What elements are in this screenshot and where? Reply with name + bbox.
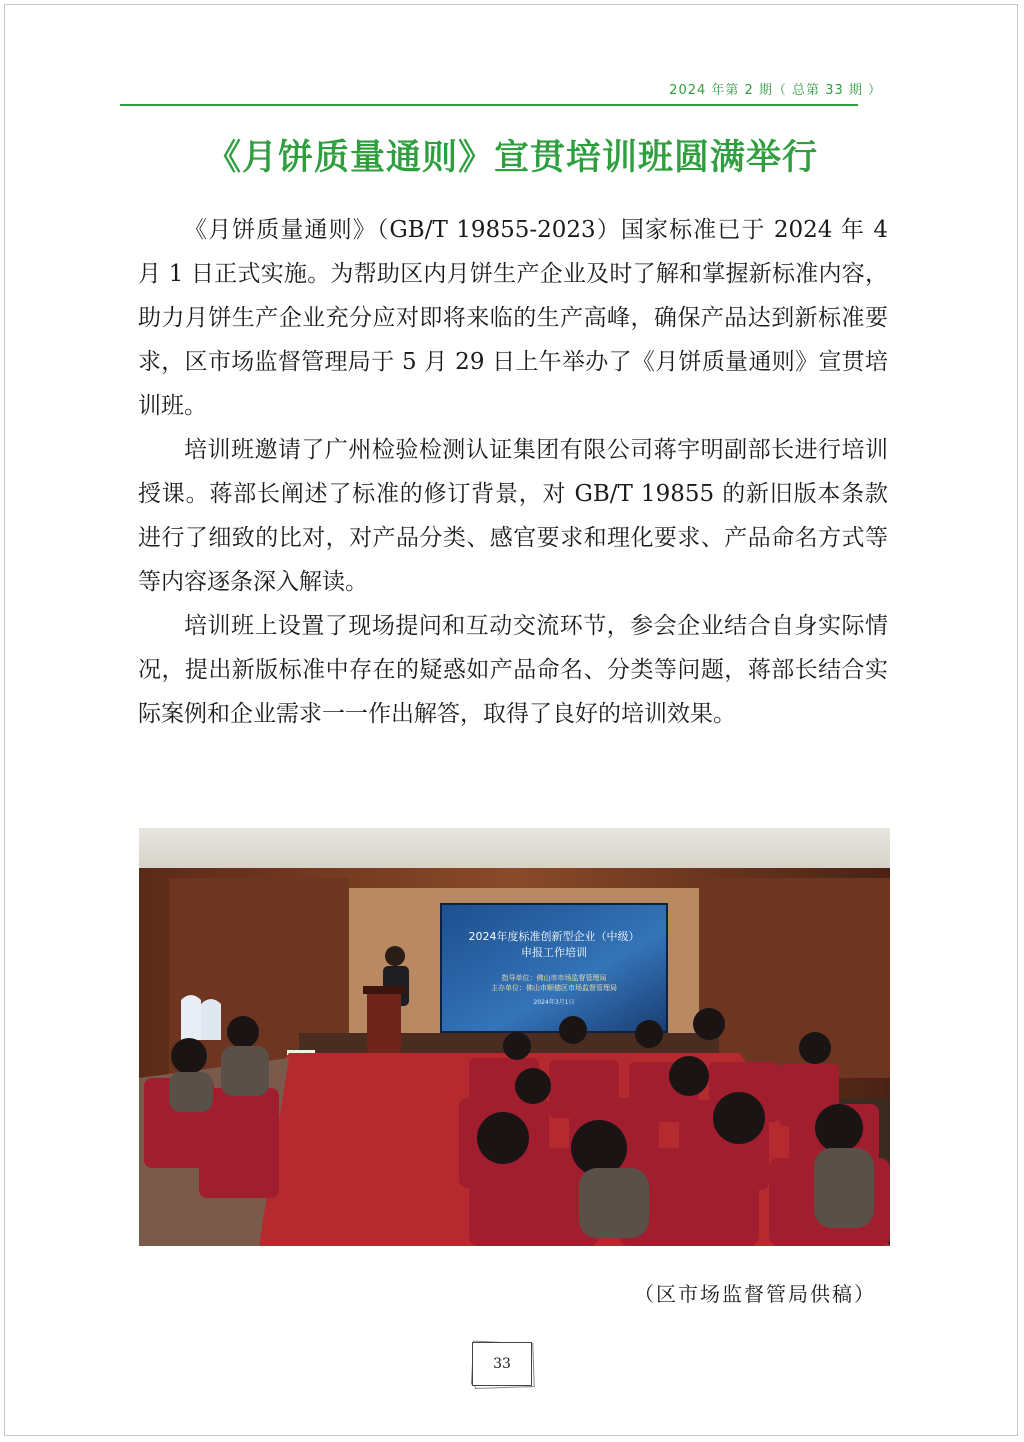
article-title: 《月饼质量通则》宣贯培训班圆满举行 bbox=[205, 138, 818, 178]
paragraph-3: 培训班上设置了现场提问和互动交流环节，参会企业结合自身实际情况，提出新版标准中存在的疑惑如产品命名、分类等问题，蒋部长结合实际案例和企业需求一一作出解答，取得了良好的培训效果。 bbox=[138, 613, 888, 727]
screen-title: 2024年度标准创新型企业（中级） bbox=[468, 930, 640, 943]
screen-line-2: 主办单位：佛山市顺德区市场监督管理局 bbox=[491, 984, 617, 992]
header-rule bbox=[120, 104, 858, 106]
page-number: 33 bbox=[472, 1342, 532, 1386]
paragraph-1: 《月饼质量通则》（GB/T 19855-2023）国家标准已于 2024 年 4 月 1 日正式实施。为帮助区内月饼生产企业及时了解和掌握新标准内容，助力月饼生产企业充分应对即将来临的生产高峰，确保产品达到新标准要求，区市场监督管理局于 5 月 29 日上午举办了《月饼质量通则》宣贯培训班。 bbox=[138, 217, 888, 419]
screen-subtitle: 申报工作培训 bbox=[521, 946, 587, 959]
screen-date: 2024年3月1日 bbox=[533, 999, 575, 1006]
article-credit: （区市场监督管局供稿） bbox=[634, 1282, 876, 1306]
article-body bbox=[138, 208, 888, 736]
paragraph-2: 培训班邀请了广州检验检测认证集团有限公司蒋宇明副部长进行培训授课。蒋部长阐述了标准的修订背景，对 GB/T 19855 的新旧版本条款进行了细致的比对，对产品分类、感官要求和理化要求、产品命名方式等等内容逐条深入解读。 bbox=[138, 437, 888, 595]
page-number-box bbox=[470, 1340, 534, 1388]
training-photo bbox=[139, 828, 890, 1246]
screen-line-1: 指导单位：佛山市市场监督管理局 bbox=[501, 974, 607, 982]
issue-label: 2024 年第 2 期（ 总第 33 期 ） bbox=[669, 83, 882, 98]
